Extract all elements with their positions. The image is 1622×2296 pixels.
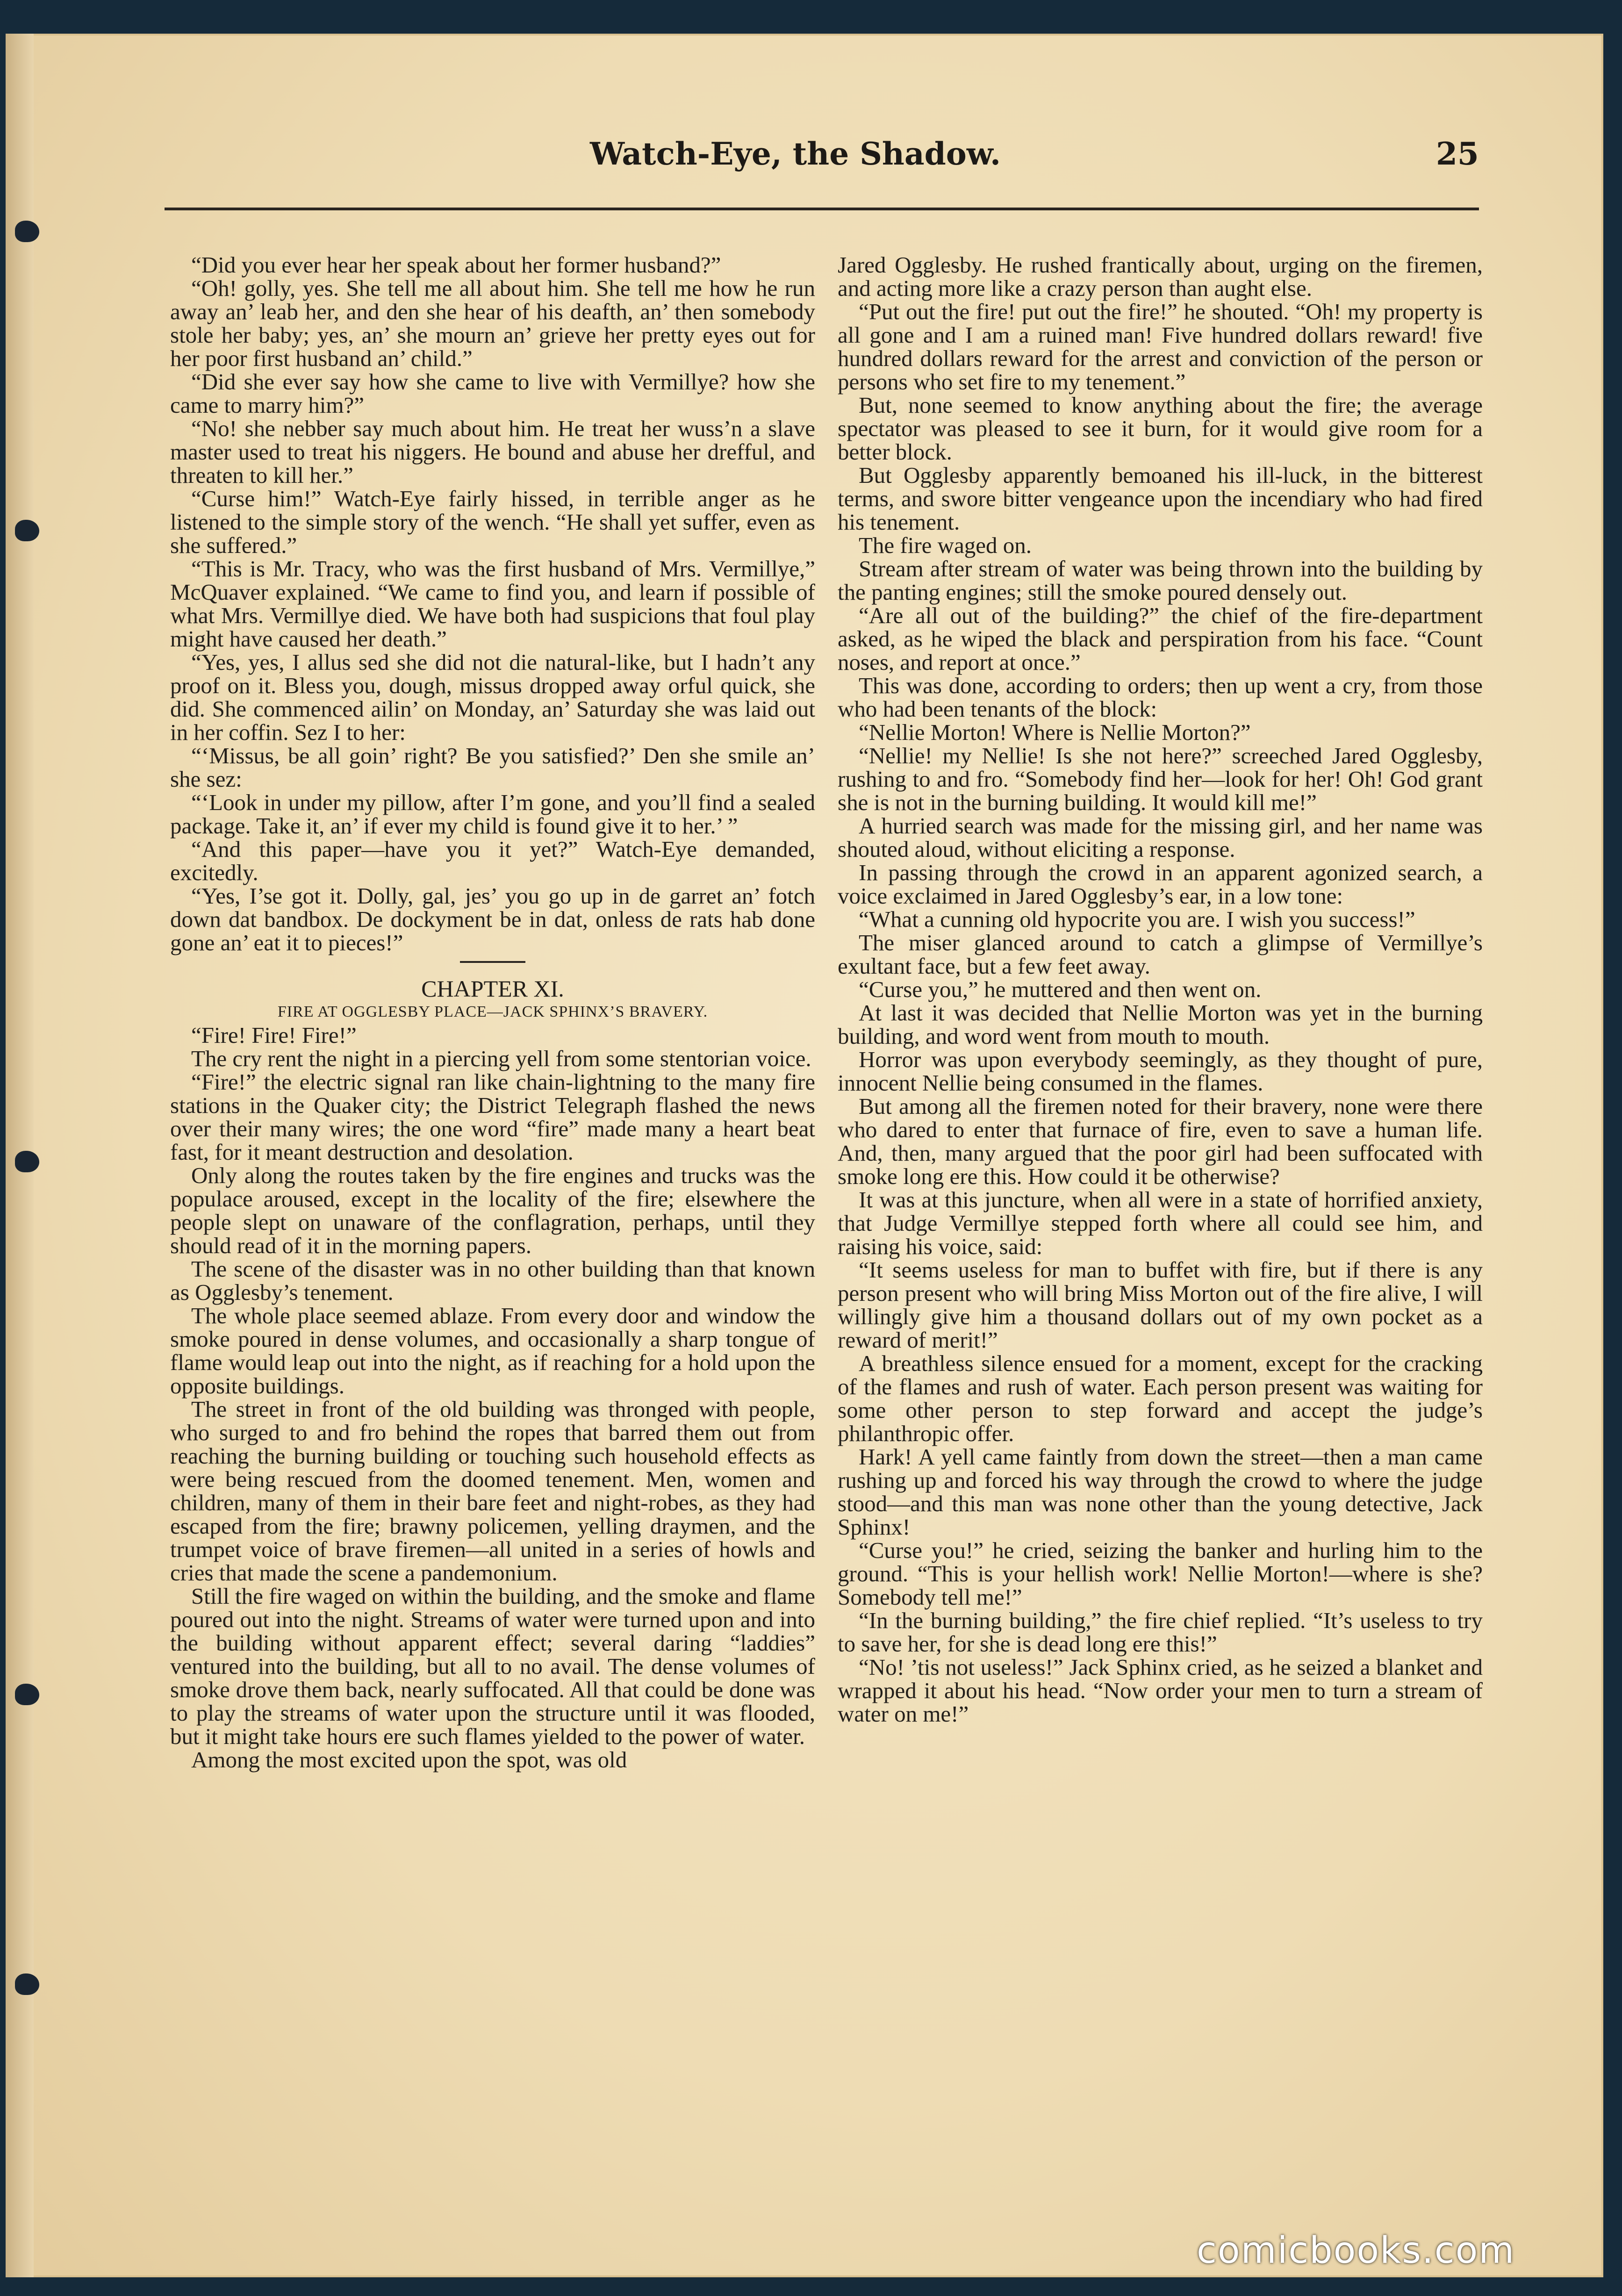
- paragraph: “Nellie! my Nellie! Is she not here?” screeched Jared Ogglesby, rushing to and fro. “Somebody find her—look for her! Oh! God grant she is not in the burning building. It would kill me!”: [838, 743, 1483, 815]
- paragraph: “Curse you!” he cried, seizing the banker and hurling him to the ground. “This is your hellish work! Nellie Morton!—where is she? Somebody tell me!”: [838, 1537, 1483, 1610]
- paragraph: Still the fire waged on within the building, and the smoke and flame poured out into the night. Streams of water were turned upon and into the building without apparent effect; several daring “laddies” ventured into the building, but all to no avail. The dense volumes of smoke drove them back, nearly suffocated. All that could be done was to play the streams of water upon the structure until it was flooded, but it might take hours ere such flames yielded to the power of water.: [170, 1583, 815, 1749]
- paragraph: “Did she ever say how she came to live with Vermillye? how she came to marry him?”: [170, 369, 815, 418]
- paragraph: “Yes, I’se got it. Dolly, gal, jes’ you go up in de garret an’ fotch down dat bandbox. De dockyment be in dat, onless de rats hab done gone an’ eat it to pieces!”: [170, 883, 815, 955]
- paragraph: A hurried search was made for the missing girl, and her name was shouted aloud, without eliciting a response.: [838, 813, 1483, 862]
- page-number: 25: [1436, 136, 1479, 172]
- paragraph: A breathless silence ensued for a moment, except for the cracking of the flames and rush of water. Each person present was waiting for some other person to step forward and accept the judge’s philanthropic offer.: [838, 1350, 1483, 1446]
- paragraph: Among the most excited upon the spot, was old: [191, 1747, 627, 1772]
- paragraph: But, none seemed to know anything about the fire; the average spectator was pleased to see it burn, for it would give room for a better block.: [838, 392, 1483, 465]
- paragraph: “And this paper—have you it yet?” Watch-Eye demanded, excitedly.: [170, 836, 815, 885]
- paragraph: “This is Mr. Tracy, who was the first husband of Mrs. Vermillye,” McQuaver explained. “We came to find you, and learn if possible of what Mrs. Vermillye died. We have both had suspicions that foul play might have caused her death.”: [170, 556, 815, 652]
- paragraph: “Yes, yes, I allus sed she did not die natural-like, but I hadn’t any proof on it. Bless you, dough, missus dropped away orful quick, she did. She commenced ailin’ on Monday, an’ Saturday she was laid out in her coffin. Sez I to her:: [170, 649, 815, 745]
- paragraph: The miser glanced around to catch a glimpse of Vermillye’s exultant face, but a few feet away.: [838, 930, 1483, 979]
- paragraph: It was at this juncture, when all were in a state of horrified anxiety, that Judge Vermillye stepped forth where all could see him, and raising his voice, said:: [838, 1187, 1483, 1259]
- paragraph: But among all the firemen noted for their bravery, none were there who dared to enter that furnace of fire, even to save a human life. And, then, many argued that the poor girl had been suffocated with smoke long ere this. How could it be otherwise?: [838, 1093, 1483, 1189]
- watermark: comicbooks.com: [1197, 2230, 1515, 2272]
- paragraph: Horror was upon everybody seemingly, as they thought of pure, innocent Nellie being consumed in the flames.: [838, 1047, 1483, 1096]
- paragraph: “Put out the fire! put out the fire!” he shouted. “Oh! my property is all gone and I am a ruined man! Five hundred dollars reward! five hundred dollars reward for the arrest and conviction of the person or persons who set fire to my tenement.”: [838, 299, 1483, 395]
- binding-stitch: [15, 1684, 39, 1705]
- paragraph: “What a cunning old hypocrite you are. I wish you success!”: [859, 906, 1415, 932]
- paragraph: “Oh! golly, yes. She tell me all about him. She tell me how he run away an’ leab her, and den she hear of his deafth, an’ then somebody stole her baby; yes, an’ she mourn an’ grieve her pretty eyes out for her poor first husband an’ child.”: [170, 275, 815, 371]
- binding-stitch: [15, 1973, 39, 1995]
- paragraph: “‘Missus, be all goin’ right? Be you satisfied?’ Den she smile an’ she sez:: [170, 743, 815, 792]
- paragraph: “Fire! Fire! Fire!”: [191, 1022, 357, 1048]
- chapter-title: CHAPTER XI.: [421, 976, 564, 1002]
- binding-stitch: [15, 1151, 39, 1172]
- paragraph: This was done, according to orders; then up went a cry, from those who had been tenants of the block:: [838, 673, 1483, 722]
- header-rule: [165, 208, 1479, 210]
- left-column: [170, 253, 815, 1772]
- paragraph: The scene of the disaster was in no other building than that known as Ogglesby’s tenement.: [170, 1256, 815, 1305]
- right-column: [838, 253, 1483, 1726]
- book-page: [6, 34, 1603, 2277]
- paragraph: “Curse you,” he muttered and then went on.: [859, 976, 1262, 1002]
- paragraph: “Nellie Morton! Where is Nellie Morton?”: [859, 719, 1251, 745]
- paragraph: “Curse him!” Watch-Eye fairly hissed, in terrible anger as he listened to the simple story of the wench. “He shall yet suffer, even as she suffered.”: [170, 486, 815, 558]
- paragraph: Stream after stream of water was being thrown into the building by the panting engines; still the smoke poured densely out.: [838, 556, 1483, 605]
- paragraph: But Ogglesby apparently bemoaned his ill-luck, in the bitterest terms, and swore bitter vengeance upon the incendiary who had fired his tenement.: [838, 462, 1483, 535]
- paragraph: The whole place seemed ablaze. From every door and window the smoke poured in dense volumes, and occasionally a sharp tongue of flame would leap out into the night, as if reaching for a hold upon the opposite buildings.: [170, 1303, 815, 1399]
- paragraph: Only along the routes taken by the fire engines and trucks was the populace aroused, except in the locality of the fire; elsewhere the people slept on unaware of the conflagration, perhaps, until they should read of it in the morning papers.: [170, 1162, 815, 1258]
- paragraph: Jared Ogglesby. He rushed frantically about, urging on the firemen, and acting more like a crazy person than aught else.: [838, 252, 1483, 301]
- paragraph: The cry rent the night in a piercing yell from some stentorian voice.: [191, 1046, 811, 1071]
- section-divider: [460, 961, 525, 963]
- paragraph: “In the burning building,” the fire chief replied. “It’s useless to try to save her, for she is dead long ere this!”: [838, 1607, 1483, 1657]
- chapter-subtitle: FIRE AT OGGLESBY PLACE—JACK SPHINX’S BRAVERY.: [277, 1003, 708, 1020]
- paragraph: The fire waged on.: [859, 532, 1032, 558]
- paragraph: “No! she nebber say much about him. He treat her wuss’n a slave master used to treat his niggers. He bound and abuse her drefful, and threaten to kill her.”: [170, 416, 815, 488]
- paragraph: “No! ’tis not useless!” Jack Sphinx cried, as he seized a blanket and wrapped it about his head. “Now order your men to turn a stream of water on me!”: [838, 1654, 1483, 1727]
- paragraph: Hark! A yell came faintly from down the street—then a man came rushing up and forced his way through the crowd to where the judge stood—and this man was none other than the young detective, Jack Sphinx!: [838, 1444, 1483, 1540]
- paragraph: “Are all out of the building?” the chief of the fire-department asked, as he wiped the black and perspiration from his face. “Count noses, and report at once.”: [838, 603, 1483, 675]
- paragraph: The street in front of the old building was thronged with people, who surged to and fro behind the ropes that barred them out from reaching the burning building or touching such household effects as were being rescued from the doomed tenement. Men, women and children, many of them in their bare feet and night-robes, as they had escaped from the fire; brawny policemen, yelling draymen, and the trumpet voice of brave firemen—all united in a series of howls and cries that made the scene a pandemonium.: [170, 1396, 815, 1586]
- running-title: Watch-Eye, the Shadow.: [590, 136, 1001, 172]
- paragraph: At last it was decided that Nellie Morton was yet in the burning building, and word went from mouth to mouth.: [838, 1000, 1483, 1049]
- paragraph: “It seems useless for man to buffet with fire, but if there is any person present who will bring Miss Morton out of the fire alive, I will willingly give him a thousand dollars out of my own pocket as a reward of merit!”: [838, 1257, 1483, 1353]
- binding-stitch: [15, 221, 39, 242]
- paragraph: In passing through the crowd in an apparent agonized search, a voice exclaimed in Jared Ogglesby’s ear, in a low tone:: [838, 860, 1483, 909]
- binding-stitch: [15, 520, 39, 541]
- paragraph: “‘Look in under my pillow, after I’m gone, and you’ll find a sealed package. Take it, an’ if ever my child is found give it to her.’ ”: [170, 789, 815, 839]
- paragraph: “Fire!” the electric signal ran like chain-lightning to the many fire stations in the Quaker city; the District Telegraph flashed the news over their many wires; the one word “fire” made many a heart beat fast, for it meant destruction and desolation.: [170, 1069, 815, 1165]
- paragraph: “Did you ever hear her speak about her former husband?”: [191, 252, 721, 278]
